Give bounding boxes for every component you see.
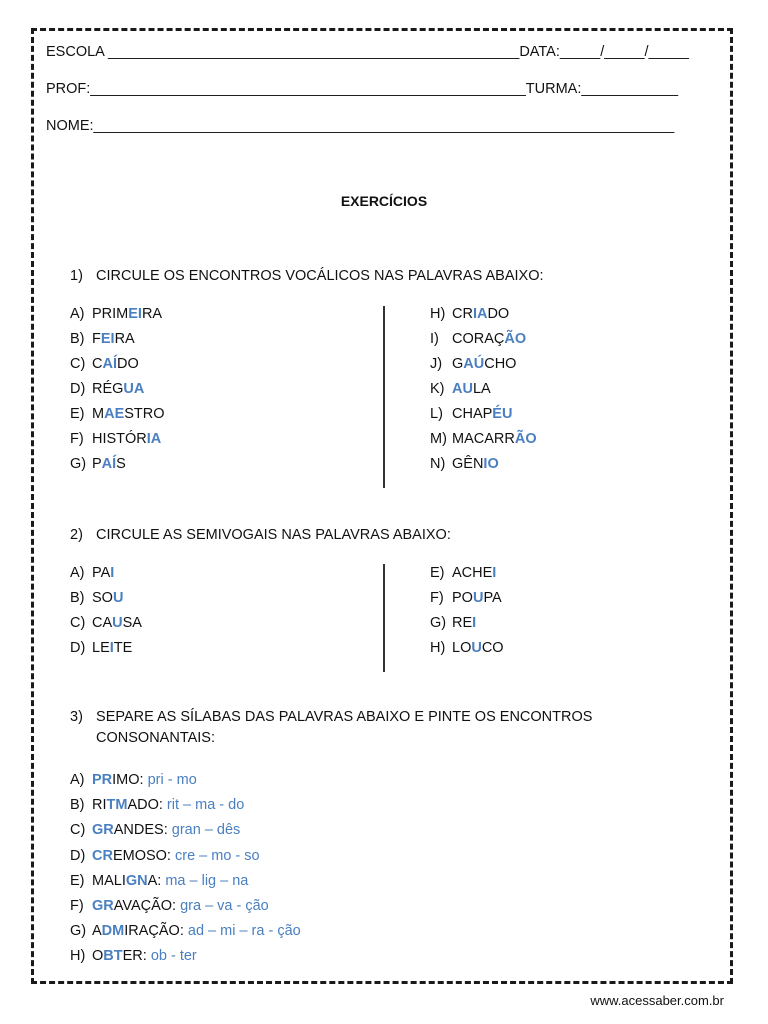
list-item — [70, 306, 162, 322]
word-part: G — [452, 356, 464, 372]
list-item — [70, 640, 132, 656]
highlighted-letters: IA — [146, 431, 162, 447]
list-item — [70, 873, 248, 889]
syllable-separation: gra – va - ção — [180, 898, 269, 914]
item-letter: A) — [70, 565, 85, 581]
list-item — [430, 565, 496, 581]
highlighted-letters: GR — [92, 898, 114, 914]
item-letter: D) — [70, 847, 86, 864]
word-part: S — [116, 456, 126, 472]
word-part: RA — [114, 331, 135, 347]
word-part: LO — [452, 640, 472, 656]
item-letter: B) — [70, 331, 85, 347]
list-item — [70, 948, 197, 964]
highlighted-letters: DM — [101, 923, 125, 940]
question-1-number: 1) — [70, 268, 83, 284]
highlighted-letters: U — [112, 590, 124, 606]
word-part: LA — [472, 381, 491, 397]
highlighted-letters: GN — [125, 872, 148, 889]
word-part: DO — [116, 356, 139, 372]
list-item — [430, 640, 504, 656]
word-part: CO — [481, 640, 504, 656]
highlighted-letters: U — [112, 615, 123, 631]
item-letter: E) — [70, 872, 85, 889]
highlighted-letters: IA — [472, 306, 488, 322]
footer-website: www.acessaber.com.br — [590, 993, 724, 1008]
list-item — [430, 381, 491, 397]
item-letter: F) — [70, 431, 84, 447]
question-3-number: 3) — [70, 709, 83, 725]
syllable-separation: pri - mo — [147, 772, 197, 788]
highlighted-letters: CR — [92, 847, 113, 864]
highlighted-letters: GR — [92, 822, 114, 839]
highlighted-letters: AÍ — [101, 456, 117, 472]
word-part: RÉG — [92, 381, 124, 397]
item-letter: C) — [70, 822, 86, 839]
list-item — [70, 406, 165, 422]
syllable-separation: cre – mo - so — [175, 847, 260, 864]
word-part: A — [92, 923, 102, 940]
word-part: LE — [92, 640, 110, 656]
word-part: IMO: — [112, 772, 144, 788]
word-part: P — [92, 456, 102, 472]
syllable-separation: ob - ter — [150, 948, 197, 965]
word-part: SO — [92, 590, 113, 606]
list-item — [70, 431, 161, 447]
list-item — [70, 772, 197, 788]
highlighted-letters: UA — [123, 381, 145, 397]
word-part: CA — [92, 615, 113, 631]
list-item — [70, 331, 135, 347]
word-part: F — [92, 331, 101, 347]
question-3-text-line2: CONSONANTAIS: — [96, 730, 215, 746]
word-part: CR — [452, 306, 473, 322]
word-part: PA — [92, 565, 111, 581]
list-item — [70, 822, 240, 838]
page-title: EXERCÍCIOS — [340, 193, 428, 209]
question-3-text-line1: SEPARE AS SÍLABAS DAS PALAVRAS ABAIXO E PINTE OS ENCONTROS — [96, 709, 593, 725]
item-letter: F) — [430, 590, 444, 606]
item-letter: L) — [430, 406, 443, 422]
list-item — [70, 615, 142, 631]
word-part: PA — [483, 590, 502, 606]
word-part: O — [92, 948, 104, 965]
teacher-line: PROF:______________________________________________________TURMA:____________ — [46, 81, 679, 97]
word-part: CORAÇ — [452, 331, 505, 347]
question-2 — [70, 525, 451, 546]
word-part: HISTÓR — [92, 431, 147, 447]
word-part: MALI — [92, 872, 126, 889]
column-divider — [383, 564, 385, 672]
word-part: SA — [122, 615, 142, 631]
word-part: ADO: — [127, 797, 163, 814]
word-part: STRO — [124, 406, 165, 422]
item-letter: G) — [70, 923, 87, 940]
highlighted-letters: I — [110, 565, 115, 581]
item-letter: D) — [70, 381, 86, 397]
highlighted-letters: EI — [128, 306, 142, 322]
list-item — [430, 406, 512, 422]
item-letter: M) — [430, 431, 447, 447]
highlighted-letters: ÉU — [492, 406, 513, 422]
word-part: ER: — [122, 948, 147, 965]
item-letter: C) — [70, 615, 86, 631]
item-letter: K) — [430, 381, 445, 397]
list-item — [70, 456, 126, 472]
item-letter: E) — [430, 565, 445, 581]
highlighted-letters: AÚ — [463, 356, 485, 372]
question-3 — [70, 707, 592, 749]
highlighted-letters: ÃO — [514, 431, 537, 447]
list-item — [430, 331, 526, 347]
worksheet-frame — [31, 28, 733, 984]
list-item — [70, 381, 144, 397]
list-item — [70, 565, 114, 581]
highlighted-letters: AE — [104, 406, 125, 422]
word-part: AVAÇÃO: — [113, 898, 177, 914]
column-divider — [383, 306, 385, 488]
item-letter: G) — [430, 615, 447, 631]
item-letter: E) — [70, 406, 85, 422]
list-item — [430, 456, 499, 472]
name-line: NOME:________________________________________________________________________ — [46, 118, 675, 134]
list-item — [70, 356, 139, 372]
syllable-separation: gran – dês — [171, 822, 241, 839]
item-letter: A) — [70, 772, 85, 788]
item-letter: N) — [430, 456, 446, 472]
word-part: TE — [113, 640, 133, 656]
item-letter: C) — [70, 356, 86, 372]
word-part: EMOSO: — [112, 847, 171, 864]
highlighted-letters: U — [472, 590, 484, 606]
item-letter: I) — [430, 331, 439, 347]
item-letter: H) — [430, 640, 446, 656]
item-letter: D) — [70, 640, 86, 656]
question-2-text: CIRCULE AS SEMIVOGAIS NAS PALAVRAS ABAIXO: — [96, 527, 451, 543]
list-item — [430, 431, 537, 447]
word-part: M — [92, 406, 105, 422]
list-item — [70, 848, 260, 864]
highlighted-letters: EI — [100, 331, 115, 347]
item-letter: B) — [70, 797, 85, 814]
item-letter: H) — [430, 306, 446, 322]
question-1-text: CIRCULE OS ENCONTROS VOCÁLICOS NAS PALAVRAS ABAIXO: — [96, 268, 544, 284]
highlighted-letters: ÃO — [504, 331, 527, 347]
list-item — [70, 923, 301, 939]
item-letter: F) — [70, 898, 84, 914]
list-item — [430, 590, 502, 606]
syllable-separation: rit – ma - do — [166, 797, 245, 814]
highlighted-letters: I — [472, 615, 477, 631]
item-letter: B) — [70, 590, 85, 606]
list-item — [70, 590, 123, 606]
highlighted-letters: I — [109, 640, 114, 656]
question-1 — [70, 266, 544, 287]
highlighted-letters: TM — [106, 797, 128, 814]
list-item — [430, 615, 476, 631]
word-part: CHAP — [452, 406, 493, 422]
word-part: A: — [147, 872, 162, 889]
word-part: DO — [487, 306, 510, 322]
question-2-number: 2) — [70, 527, 83, 543]
list-item — [430, 306, 509, 322]
word-part: GÊN — [452, 456, 484, 472]
list-item — [70, 797, 244, 813]
highlighted-letters: AÍ — [102, 356, 117, 372]
highlighted-letters: PR — [92, 772, 113, 788]
word-part: C — [92, 356, 103, 372]
word-part: RE — [452, 615, 473, 631]
highlighted-letters: I — [492, 565, 497, 581]
word-part: ACHE — [452, 565, 493, 581]
word-part: PO — [452, 590, 473, 606]
highlighted-letters: U — [471, 640, 482, 656]
word-part: PRIM — [92, 306, 129, 322]
school-line: ESCOLA ___________________________________________________DATA:_____/_____/_____ — [46, 44, 689, 60]
list-item — [70, 898, 269, 914]
word-part: RA — [141, 306, 163, 322]
item-letter: J) — [430, 356, 443, 372]
list-item — [430, 356, 516, 372]
item-letter: A) — [70, 306, 85, 322]
word-part: IRAÇÃO: — [124, 923, 184, 940]
syllable-separation: ma – lig – na — [165, 872, 249, 889]
item-letter: G) — [70, 456, 87, 472]
highlighted-letters: AU — [452, 381, 473, 397]
highlighted-letters: IO — [483, 456, 499, 472]
syllable-separation: ad – mi – ra - ção — [187, 923, 301, 940]
item-letter: H) — [70, 948, 86, 965]
word-part: MACARR — [452, 431, 515, 447]
word-part: ANDES: — [113, 822, 168, 839]
highlighted-letters: BT — [103, 948, 123, 965]
word-part: RI — [92, 797, 107, 814]
word-part: CHO — [484, 356, 517, 372]
